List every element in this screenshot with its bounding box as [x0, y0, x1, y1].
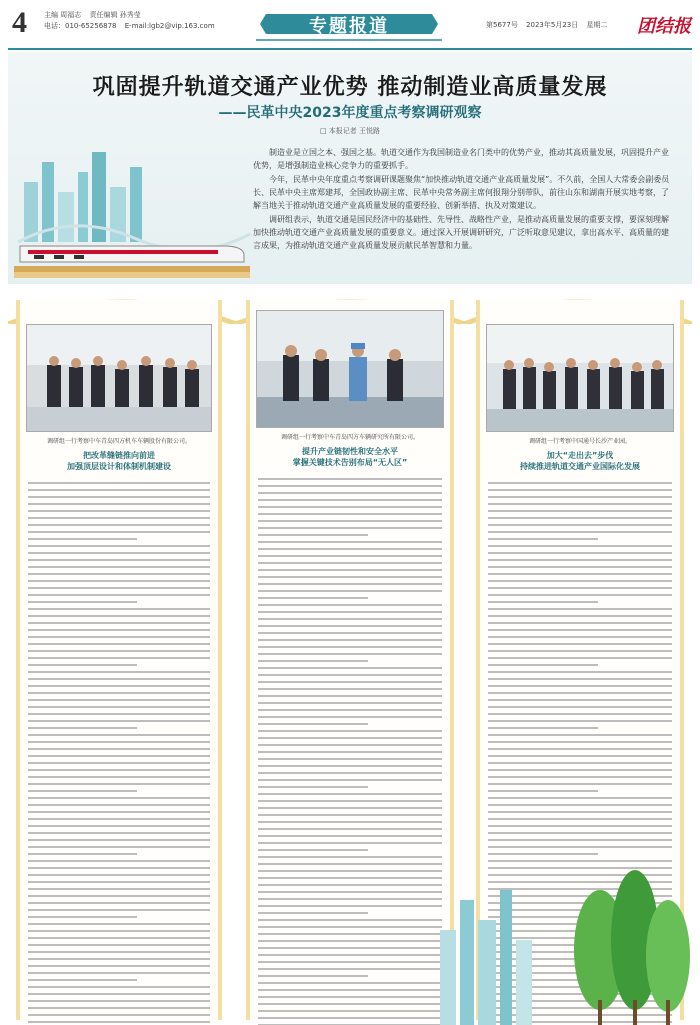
body-text-line	[28, 517, 210, 519]
body-text-line	[28, 972, 210, 974]
body-text-line	[488, 678, 672, 680]
body-text-line	[488, 664, 598, 666]
body-text-line	[28, 1000, 210, 1002]
body-text-line	[488, 580, 672, 582]
body-text-line	[258, 968, 442, 970]
body-text-line	[258, 660, 368, 662]
body-text-line	[488, 811, 672, 813]
body-text-line	[488, 545, 672, 547]
body-text-line	[258, 632, 442, 634]
body-text-line	[28, 482, 210, 484]
body-text-line	[28, 573, 210, 575]
body-text-line	[258, 1017, 442, 1019]
body-text-line	[258, 618, 442, 620]
issue-info	[486, 20, 613, 30]
body-text-line	[488, 517, 672, 519]
body-text-line	[488, 741, 672, 743]
body-text-line	[258, 478, 442, 480]
masthead-meta	[44, 10, 221, 32]
body-text-line	[488, 755, 672, 757]
body-text-line	[258, 933, 442, 935]
body-text-line	[28, 867, 210, 869]
body-text-line	[28, 923, 210, 925]
section-title: 专题报道	[309, 16, 389, 37]
body-text-line	[28, 685, 210, 687]
body-text-line	[28, 811, 210, 813]
section-subtitle: 持续推进轨道交通产业国际化发展	[520, 462, 640, 471]
body-text-line	[258, 562, 442, 564]
body-text-line	[28, 748, 210, 750]
body-text-line	[258, 653, 442, 655]
body-text-line	[258, 611, 442, 613]
body-text-line	[488, 601, 598, 603]
masthead-rule	[8, 48, 692, 50]
body-text-line	[488, 524, 672, 526]
body-text-line	[488, 510, 672, 512]
body-text-line	[258, 751, 442, 753]
body-text-line	[488, 853, 598, 855]
body-text-line	[28, 664, 137, 666]
body-text-line	[28, 986, 210, 988]
body-text-line	[28, 797, 210, 799]
editor-in-chief: 主编 周福志	[44, 11, 82, 19]
body-text-line	[28, 636, 210, 638]
body-text-line	[488, 706, 672, 708]
body-text-line	[258, 695, 442, 697]
issue-date: 2023年5月23日	[526, 21, 579, 29]
subheadline: ——民革中央2023年度重点考察调研观察	[218, 105, 482, 121]
body-text-line	[258, 513, 442, 515]
body-text-line	[28, 503, 210, 505]
body-text-line	[488, 769, 672, 771]
body-text-line	[28, 846, 210, 848]
body-text-line	[258, 975, 368, 977]
body-text-line	[258, 576, 442, 578]
body-text-line	[488, 727, 598, 729]
body-text-line	[28, 566, 210, 568]
body-text-line	[488, 643, 672, 645]
body-text-line	[258, 996, 442, 998]
body-text-line	[258, 583, 442, 585]
body-text-line	[258, 604, 442, 606]
body-text-line	[488, 762, 672, 764]
body-text-line	[28, 650, 210, 652]
body-text-line	[258, 849, 368, 851]
section-title: 提升产业链韧性和安全水平	[302, 447, 398, 456]
byline: □ 本报记者 王悦路	[319, 127, 381, 135]
body-text-line	[258, 863, 442, 865]
body-text-line	[258, 702, 442, 704]
body-text-line	[488, 650, 672, 652]
lead-text	[253, 146, 673, 253]
body-text-line	[258, 870, 442, 872]
body-text-line	[488, 776, 672, 778]
body-text-line	[28, 853, 137, 855]
body-text-line	[488, 734, 672, 736]
issue-weekday: 星期二	[586, 21, 608, 29]
body-text-line	[258, 1010, 442, 1012]
body-text-line	[488, 839, 672, 841]
body-text-line	[28, 545, 210, 547]
body-text-line	[28, 888, 210, 890]
body-text-line	[258, 674, 442, 676]
section-heading	[486, 450, 674, 472]
body-text-line	[258, 569, 442, 571]
body-text-line	[258, 912, 368, 914]
column-2-photo	[256, 310, 444, 428]
body-text-line	[258, 828, 442, 830]
body-text-line	[258, 492, 442, 494]
body-text-line	[258, 821, 442, 823]
masthead	[0, 0, 700, 48]
column-2-body	[258, 478, 442, 1025]
body-text-line	[488, 804, 672, 806]
body-text-line	[488, 832, 672, 834]
body-text-line	[258, 639, 442, 641]
body-text-line	[28, 839, 210, 841]
body-text-line	[28, 790, 137, 792]
body-text-line	[28, 699, 210, 701]
body-text-line	[258, 1003, 442, 1005]
body-text-line	[488, 552, 672, 554]
column-2	[246, 300, 454, 1020]
body-text-line	[28, 1014, 210, 1016]
body-text-line	[488, 818, 672, 820]
body-text-line	[488, 608, 672, 610]
body-text-line	[258, 835, 442, 837]
body-text-line	[258, 765, 442, 767]
body-text-line	[28, 671, 210, 673]
phone: 电话：010-65256878	[44, 22, 117, 30]
body-text-line	[28, 734, 210, 736]
body-text-line	[258, 842, 442, 844]
body-text-line	[28, 559, 210, 561]
body-text-line	[258, 625, 442, 627]
body-text-line	[28, 1007, 210, 1009]
body-text-line	[258, 919, 442, 921]
section-title: 把改革缝链推向前进	[83, 451, 155, 460]
body-text-line	[488, 692, 672, 694]
body-text-line	[28, 916, 137, 918]
body-text-line	[488, 846, 672, 848]
body-text-line	[28, 720, 210, 722]
body-text-line	[28, 958, 210, 960]
body-text-line	[28, 804, 210, 806]
body-text-line	[28, 825, 210, 827]
body-text-line	[28, 881, 210, 883]
body-text-line	[258, 940, 442, 942]
body-text-line	[258, 541, 442, 543]
body-text-line	[258, 737, 442, 739]
section-subtitle: 加强顶层设计和体制机制建设	[67, 462, 171, 471]
body-text-line	[28, 1021, 210, 1023]
body-text-line	[488, 657, 672, 659]
body-text-line	[28, 580, 210, 582]
body-text-line	[258, 548, 442, 550]
body-text-line	[28, 678, 210, 680]
body-text-line	[258, 597, 368, 599]
body-text-line	[28, 657, 210, 659]
body-text-line	[488, 489, 672, 491]
lead-paragraph: 调研组表示，轨道交通是国民经济中的基础性、先导性、战略性产业，是推动高质量发展的重要支撑，要深刻理解加快推动轨道交通产业高质量发展的重要意义。通过深入开展调研研究，广泛听取意见建议，拿出高水平、高质量的建言成果，为推动轨道交通产业高质量发展贡献民革智慧和力量。	[253, 215, 669, 250]
page-number: 4	[12, 6, 27, 39]
body-text-line	[258, 926, 442, 928]
body-text-line	[488, 531, 672, 533]
column-1-photo	[26, 324, 212, 432]
body-text-line	[28, 979, 137, 981]
email: E-mail:lgb2@vip.163.com	[124, 22, 215, 30]
body-text-line	[28, 818, 210, 820]
newspaper-logo: 团结报	[637, 16, 691, 37]
body-text-line	[28, 594, 210, 596]
body-text-line	[28, 510, 210, 512]
body-text-line	[258, 681, 442, 683]
body-text-line	[258, 793, 442, 795]
body-text-line	[488, 720, 672, 722]
body-text-line	[258, 898, 442, 900]
body-text-line	[28, 538, 137, 540]
body-text-line	[258, 506, 442, 508]
section-heading	[256, 446, 444, 468]
body-text-line	[258, 688, 442, 690]
body-text-line	[28, 531, 210, 533]
body-text-line	[258, 730, 442, 732]
body-text-line	[28, 608, 210, 610]
body-text-line	[258, 555, 442, 557]
body-text-line	[28, 769, 210, 771]
body-text-line	[488, 573, 672, 575]
photo-caption: 调研组一行考察中车青岛四方机车车辆股份有限公司。	[46, 438, 191, 445]
body-text-line	[258, 723, 368, 725]
body-text-line	[488, 587, 672, 589]
body-text-line	[28, 909, 210, 911]
body-text-line	[28, 692, 210, 694]
body-text-line	[258, 499, 442, 501]
body-text-line	[488, 671, 672, 673]
body-text-line	[488, 797, 672, 799]
body-text-line	[258, 884, 442, 886]
body-text-line	[28, 643, 210, 645]
body-text-line	[258, 485, 442, 487]
body-text-line	[28, 524, 210, 526]
body-text-line	[258, 786, 368, 788]
body-text-line	[258, 947, 442, 949]
body-text-line	[28, 741, 210, 743]
body-text-line	[28, 965, 210, 967]
body-text-line	[258, 989, 442, 991]
body-text-line	[28, 496, 210, 498]
body-text-line	[258, 954, 442, 956]
body-text-line	[258, 520, 442, 522]
body-text-line	[488, 629, 672, 631]
body-text-line	[28, 895, 210, 897]
column-1	[16, 300, 222, 1020]
body-text-line	[28, 776, 210, 778]
body-text-line	[28, 552, 210, 554]
body-text-line	[258, 534, 368, 536]
body-text-line	[28, 622, 210, 624]
body-text-line	[488, 790, 598, 792]
section-editor: 责任编辑 孙秀莹	[89, 11, 141, 19]
body-text-line	[28, 489, 210, 491]
lead-paragraph: 制造业是立国之本、强国之基。轨道交通作为我国制造业名门类中的优势产业，推动其高质量发展，巩固提升产业优势，是增强制造业核心竞争力的重要抓手。	[253, 148, 669, 170]
body-text-line	[488, 559, 672, 561]
body-text-line	[28, 874, 210, 876]
body-text-line	[258, 716, 442, 718]
body-text-line	[258, 891, 442, 893]
body-text-line	[258, 877, 442, 879]
body-text-line	[28, 783, 210, 785]
city-trees-illustration	[430, 860, 692, 1025]
body-text-line	[488, 636, 672, 638]
body-text-line	[488, 482, 672, 484]
body-text-line	[28, 944, 210, 946]
body-text-line	[488, 538, 598, 540]
body-text-line	[28, 629, 210, 631]
column-1-body	[28, 482, 210, 1025]
body-text-line	[28, 860, 210, 862]
body-text-line	[258, 800, 442, 802]
body-text-line	[258, 646, 442, 648]
body-text-line	[28, 727, 137, 729]
body-text-line	[258, 905, 442, 907]
body-text-line	[488, 685, 672, 687]
body-text-line	[258, 758, 442, 760]
body-text-line	[28, 930, 210, 932]
body-text-line	[488, 496, 672, 498]
body-text-line	[28, 832, 210, 834]
body-text-line	[258, 527, 442, 529]
body-text-line	[258, 709, 442, 711]
body-text-line	[488, 615, 672, 617]
column-3-photo	[486, 324, 674, 432]
body-text-line	[258, 744, 442, 746]
body-text-line	[258, 961, 442, 963]
body-text-line	[28, 615, 210, 617]
photo-caption: 调研组一行考察中车青岛四方车辆研究所有限公司。	[280, 434, 419, 441]
body-text-line	[258, 807, 442, 809]
body-text-line	[258, 856, 442, 858]
section-subtitle: 掌握关键技术告别布局“无人区”	[292, 458, 408, 467]
section-banner	[256, 4, 442, 44]
city-train-illustration	[14, 142, 250, 280]
body-text-line	[488, 713, 672, 715]
body-text-line	[258, 667, 442, 669]
body-text-line	[28, 706, 210, 708]
body-text-line	[28, 993, 210, 995]
section-heading	[26, 450, 212, 472]
headline-block	[8, 52, 692, 284]
headline: 巩固提升轨道交通产业优势 推动制造业高质量发展	[92, 75, 608, 100]
body-text-line	[28, 755, 210, 757]
body-text-line	[258, 982, 442, 984]
body-text-line	[488, 566, 672, 568]
body-text-line	[28, 951, 210, 953]
body-text-line	[488, 503, 672, 505]
issue-number: 第5677号	[486, 21, 518, 29]
body-text-line	[28, 601, 137, 603]
body-text-line	[28, 587, 210, 589]
body-text-line	[488, 825, 672, 827]
lead-paragraph: 今年，民革中央年度重点考察调研课题聚焦“加快推动轨道交通产业高质量发展”。不久前，全国人大常委会副委员长、民革中央主席郑建邦，全国政协副主席、民革中央常务副主席何报翔分别带队，前往山东和湖南开展实地考察，了解当地关于推动轨道交通产业高质量发展的重要经验、创新举措、执及对策建议。	[253, 175, 670, 210]
body-text-line	[488, 699, 672, 701]
body-text-line	[258, 779, 442, 781]
body-text-line	[258, 772, 442, 774]
section-title: 加大“走出去”步伐	[546, 451, 614, 460]
body-text-line	[488, 748, 672, 750]
body-text-line	[28, 902, 210, 904]
body-text-line	[258, 590, 442, 592]
photo-caption: 调研组一行考察中国通号长沙产业园。	[528, 438, 631, 445]
body-text-line	[28, 713, 210, 715]
body-text-line	[28, 937, 210, 939]
body-text-line	[488, 783, 672, 785]
body-text-line	[488, 594, 672, 596]
body-text-line	[28, 762, 210, 764]
body-text-line	[488, 622, 672, 624]
body-text-line	[258, 814, 442, 816]
